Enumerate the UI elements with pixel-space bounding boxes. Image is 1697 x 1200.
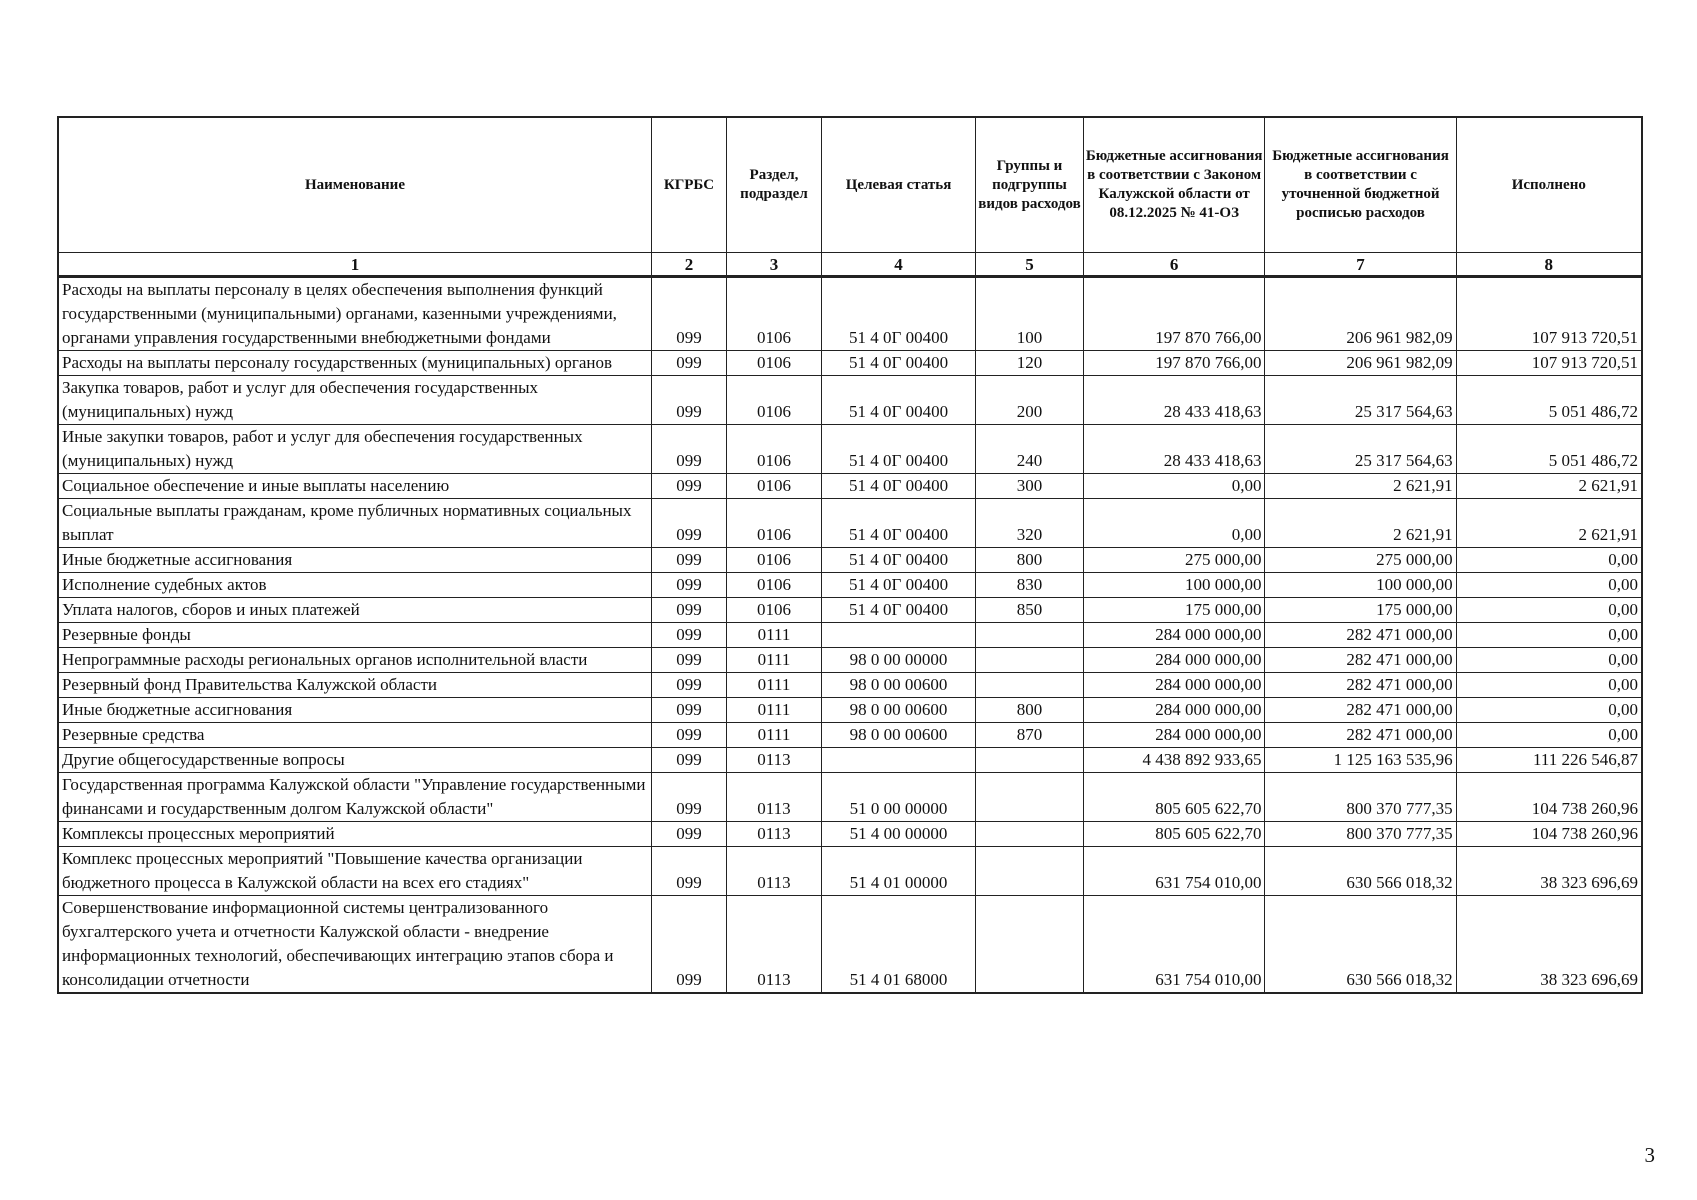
column-number: 3 [726, 253, 821, 277]
table-row [58, 573, 1642, 598]
row-target-article [821, 748, 975, 773]
row-kgrbs: 099 [651, 748, 726, 773]
row-refined-allocation: 206 961 982,09 [1265, 277, 1456, 351]
row-name: Иные бюджетные ассигнования [58, 548, 651, 573]
row-name: Социальное обеспечение и иные выплаты населению [58, 474, 651, 499]
row-executed: 0,00 [1456, 573, 1642, 598]
row-refined-allocation: 100 000,00 [1265, 573, 1456, 598]
row-refined-allocation: 175 000,00 [1265, 598, 1456, 623]
row-name: Другие общегосударственные вопросы [58, 748, 651, 773]
row-executed: 111 226 546,87 [1456, 748, 1642, 773]
row-executed: 2 621,91 [1456, 499, 1642, 548]
row-kgrbs: 099 [651, 723, 726, 748]
row-name: Комплексы процессных мероприятий [58, 822, 651, 847]
row-target-article: 98 0 00 00600 [821, 673, 975, 698]
row-target-article: 51 4 01 68000 [821, 896, 975, 994]
row-section: 0113 [726, 773, 821, 822]
header-name: Наименование [58, 117, 651, 253]
row-target-article: 51 4 0Г 00400 [821, 376, 975, 425]
table-row [58, 896, 1642, 994]
row-refined-allocation: 1 125 163 535,96 [1265, 748, 1456, 773]
row-name: Исполнение судебных актов [58, 573, 651, 598]
header-refined-allocations: Бюджетные ассигнования в соответствии с уточненной бюджетной росписью расходов [1265, 117, 1456, 253]
row-name: Иные бюджетные ассигнования [58, 698, 651, 723]
row-law-allocation: 275 000,00 [1083, 548, 1265, 573]
row-section: 0113 [726, 822, 821, 847]
table-row [58, 277, 1642, 351]
row-law-allocation: 631 754 010,00 [1083, 847, 1265, 896]
table-row [58, 474, 1642, 499]
header-executed: Исполнено [1456, 117, 1642, 253]
row-expense-group: 830 [976, 573, 1084, 598]
row-kgrbs: 099 [651, 648, 726, 673]
row-law-allocation: 631 754 010,00 [1083, 896, 1265, 994]
row-target-article: 51 4 0Г 00400 [821, 598, 975, 623]
row-refined-allocation: 800 370 777,35 [1265, 773, 1456, 822]
row-expense-group: 200 [976, 376, 1084, 425]
row-refined-allocation: 282 471 000,00 [1265, 698, 1456, 723]
row-name: Резервные средства [58, 723, 651, 748]
row-kgrbs: 099 [651, 548, 726, 573]
column-number: 8 [1456, 253, 1642, 277]
row-target-article: 98 0 00 00600 [821, 698, 975, 723]
row-kgrbs: 099 [651, 673, 726, 698]
row-law-allocation: 284 000 000,00 [1083, 623, 1265, 648]
row-kgrbs: 099 [651, 474, 726, 499]
row-law-allocation: 805 605 622,70 [1083, 822, 1265, 847]
header-target-article: Целевая статья [821, 117, 975, 253]
row-refined-allocation: 282 471 000,00 [1265, 723, 1456, 748]
row-name: Социальные выплаты гражданам, кроме публичных нормативных социальных выплат [58, 499, 651, 548]
row-expense-group: 800 [976, 698, 1084, 723]
row-expense-group [976, 623, 1084, 648]
row-executed: 5 051 486,72 [1456, 376, 1642, 425]
row-law-allocation: 284 000 000,00 [1083, 723, 1265, 748]
row-executed: 38 323 696,69 [1456, 896, 1642, 994]
row-kgrbs: 099 [651, 896, 726, 994]
column-number: 4 [821, 253, 975, 277]
table-row [58, 822, 1642, 847]
row-expense-group [976, 748, 1084, 773]
row-expense-group: 300 [976, 474, 1084, 499]
table-row [58, 648, 1642, 673]
table-row [58, 598, 1642, 623]
column-number: 7 [1265, 253, 1456, 277]
row-kgrbs: 099 [651, 351, 726, 376]
row-kgrbs: 099 [651, 277, 726, 351]
header-expense-groups: Группы и подгруппы видов расходов [976, 117, 1084, 253]
row-law-allocation: 197 870 766,00 [1083, 351, 1265, 376]
row-executed: 0,00 [1456, 623, 1642, 648]
row-target-article: 51 4 01 00000 [821, 847, 975, 896]
row-target-article: 51 4 00 00000 [821, 822, 975, 847]
row-refined-allocation: 630 566 018,32 [1265, 847, 1456, 896]
row-executed: 107 913 720,51 [1456, 277, 1642, 351]
row-kgrbs: 099 [651, 425, 726, 474]
row-section: 0106 [726, 474, 821, 499]
row-target-article: 51 4 0Г 00400 [821, 499, 975, 548]
row-target-article: 51 4 0Г 00400 [821, 277, 975, 351]
row-section: 0106 [726, 277, 821, 351]
row-refined-allocation: 282 471 000,00 [1265, 623, 1456, 648]
row-executed: 104 738 260,96 [1456, 773, 1642, 822]
row-target-article: 98 0 00 00000 [821, 648, 975, 673]
row-law-allocation: 284 000 000,00 [1083, 673, 1265, 698]
header-row [58, 117, 1642, 253]
row-executed: 5 051 486,72 [1456, 425, 1642, 474]
row-expense-group: 800 [976, 548, 1084, 573]
row-target-article: 51 4 0Г 00400 [821, 548, 975, 573]
row-kgrbs: 099 [651, 822, 726, 847]
row-target-article: 51 4 0Г 00400 [821, 573, 975, 598]
row-expense-group [976, 673, 1084, 698]
column-number: 5 [976, 253, 1084, 277]
row-section: 0106 [726, 598, 821, 623]
row-kgrbs: 099 [651, 499, 726, 548]
row-section: 0111 [726, 698, 821, 723]
row-kgrbs: 099 [651, 623, 726, 648]
row-executed: 0,00 [1456, 723, 1642, 748]
header-section: Раздел, подраздел [726, 117, 821, 253]
row-section: 0111 [726, 723, 821, 748]
row-law-allocation: 805 605 622,70 [1083, 773, 1265, 822]
row-expense-group: 870 [976, 723, 1084, 748]
table-row [58, 499, 1642, 548]
column-number-row [58, 253, 1642, 277]
column-number: 6 [1083, 253, 1265, 277]
row-executed: 0,00 [1456, 673, 1642, 698]
row-kgrbs: 099 [651, 698, 726, 723]
table-row [58, 748, 1642, 773]
row-name: Резервные фонды [58, 623, 651, 648]
row-refined-allocation: 282 471 000,00 [1265, 648, 1456, 673]
row-name: Совершенствование информационной системы централизованного бухгалтерского учета и отчетности Калужской области - внедрение информационных технологий, обеспечивающих интеграцию этапов сбора и консолидации отчетности [58, 896, 651, 994]
table-row [58, 376, 1642, 425]
row-section: 0106 [726, 376, 821, 425]
row-name: Государственная программа Калужской области "Управление государственными финансами и государственным долгом Калужской области" [58, 773, 651, 822]
row-section: 0106 [726, 548, 821, 573]
row-section: 0106 [726, 351, 821, 376]
row-target-article: 51 4 0Г 00400 [821, 425, 975, 474]
row-name: Непрограммные расходы региональных органов исполнительной власти [58, 648, 651, 673]
page-number: 3 [1644, 1143, 1655, 1167]
table-row [58, 673, 1642, 698]
budget-table [57, 116, 1643, 994]
row-name: Комплекс процессных мероприятий "Повышение качества организации бюджетного процесса в Калужской области на всех его стадиях" [58, 847, 651, 896]
row-refined-allocation: 630 566 018,32 [1265, 896, 1456, 994]
row-target-article: 51 4 0Г 00400 [821, 351, 975, 376]
row-refined-allocation: 275 000,00 [1265, 548, 1456, 573]
row-law-allocation: 284 000 000,00 [1083, 648, 1265, 673]
row-name: Расходы на выплаты персоналу государственных (муниципальных) органов [58, 351, 651, 376]
row-executed: 107 913 720,51 [1456, 351, 1642, 376]
row-expense-group: 850 [976, 598, 1084, 623]
row-name: Иные закупки товаров, работ и услуг для обеспечения государственных (муниципальных) нужд [58, 425, 651, 474]
row-expense-group: 100 [976, 277, 1084, 351]
row-name: Уплата налогов, сборов и иных платежей [58, 598, 651, 623]
row-executed: 2 621,91 [1456, 474, 1642, 499]
row-section: 0113 [726, 896, 821, 994]
table-row [58, 425, 1642, 474]
row-kgrbs: 099 [651, 376, 726, 425]
row-section: 0113 [726, 847, 821, 896]
table-row [58, 723, 1642, 748]
row-executed: 0,00 [1456, 598, 1642, 623]
row-name: Резервный фонд Правительства Калужской области [58, 673, 651, 698]
table-row [58, 351, 1642, 376]
row-refined-allocation: 206 961 982,09 [1265, 351, 1456, 376]
row-expense-group [976, 847, 1084, 896]
row-refined-allocation: 25 317 564,63 [1265, 425, 1456, 474]
row-section: 0106 [726, 425, 821, 474]
row-target-article: 51 4 0Г 00400 [821, 474, 975, 499]
row-section: 0106 [726, 573, 821, 598]
row-law-allocation: 0,00 [1083, 474, 1265, 499]
row-section: 0111 [726, 673, 821, 698]
row-expense-group: 320 [976, 499, 1084, 548]
row-executed: 0,00 [1456, 548, 1642, 573]
row-expense-group: 240 [976, 425, 1084, 474]
row-law-allocation: 175 000,00 [1083, 598, 1265, 623]
row-law-allocation: 284 000 000,00 [1083, 698, 1265, 723]
row-section: 0111 [726, 623, 821, 648]
row-expense-group: 120 [976, 351, 1084, 376]
row-section: 0111 [726, 648, 821, 673]
row-executed: 104 738 260,96 [1456, 822, 1642, 847]
row-refined-allocation: 282 471 000,00 [1265, 673, 1456, 698]
column-number: 1 [58, 253, 651, 277]
row-law-allocation: 28 433 418,63 [1083, 376, 1265, 425]
row-refined-allocation: 25 317 564,63 [1265, 376, 1456, 425]
row-kgrbs: 099 [651, 573, 726, 598]
row-expense-group [976, 822, 1084, 847]
row-target-article: 51 0 00 00000 [821, 773, 975, 822]
row-section: 0113 [726, 748, 821, 773]
row-kgrbs: 099 [651, 847, 726, 896]
row-target-article: 98 0 00 00600 [821, 723, 975, 748]
row-law-allocation: 100 000,00 [1083, 573, 1265, 598]
row-name: Расходы на выплаты персоналу в целях обеспечения выполнения функций государственными (муниципальными) органами, казенными учреждениями, органами управления государственными внебюджетными фондами [58, 277, 651, 351]
row-kgrbs: 099 [651, 773, 726, 822]
row-executed: 38 323 696,69 [1456, 847, 1642, 896]
row-target-article [821, 623, 975, 648]
table-row [58, 847, 1642, 896]
row-law-allocation: 4 438 892 933,65 [1083, 748, 1265, 773]
row-refined-allocation: 800 370 777,35 [1265, 822, 1456, 847]
row-name: Закупка товаров, работ и услуг для обеспечения государственных (муниципальных) нужд [58, 376, 651, 425]
table-row [58, 773, 1642, 822]
header-kgrbs: КГРБС [651, 117, 726, 253]
row-law-allocation: 0,00 [1083, 499, 1265, 548]
table-row [58, 548, 1642, 573]
row-law-allocation: 197 870 766,00 [1083, 277, 1265, 351]
row-expense-group [976, 773, 1084, 822]
row-executed: 0,00 [1456, 648, 1642, 673]
row-expense-group [976, 648, 1084, 673]
column-number: 2 [651, 253, 726, 277]
row-refined-allocation: 2 621,91 [1265, 499, 1456, 548]
row-expense-group [976, 896, 1084, 994]
row-refined-allocation: 2 621,91 [1265, 474, 1456, 499]
row-kgrbs: 099 [651, 598, 726, 623]
table-row [58, 698, 1642, 723]
table-row [58, 623, 1642, 648]
row-law-allocation: 28 433 418,63 [1083, 425, 1265, 474]
row-section: 0106 [726, 499, 821, 548]
header-law-allocations: Бюджетные ассигнования в соответствии с Законом Калужской области от 08.12.2025 № 41-ОЗ [1083, 117, 1265, 253]
table-body [58, 277, 1642, 994]
row-executed: 0,00 [1456, 698, 1642, 723]
